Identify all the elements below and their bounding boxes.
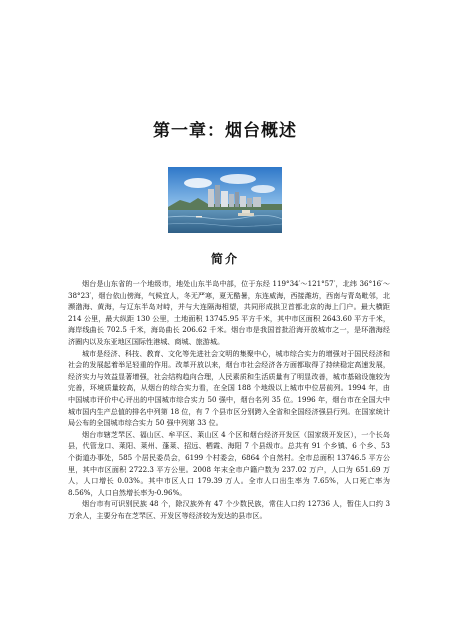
section-title: 简介	[210, 252, 239, 266]
paragraph: 烟台是山东省的一个地级市，地处山东半岛中部，位于东经 119°34′～121°57′，北纬 36°16′～38°23′，烟台依山傍海，气候宜人，冬无严寒，夏无酷暑，东连威海，西接潍坊，西南与青岛毗邻，北濒渤海、黄海，与辽东半岛对峙，并与大连隔海相望，共同形成拱卫首都北京的海上门户。最大横距 214 公里，最大纵距 130 公里，土地面积 13745.95 平方千米，其中市区面积 2643.60 平方千米，海岸线曲长 702.5 千米，海岛曲长 206.62 千米。烟台市是我国首批沿海开放城市之一，是环渤海经济圈内以及东亚地区国际性港城、商城、旅游城。	[68, 279, 390, 346]
chapter-title: 第一章：烟台概述	[153, 121, 297, 141]
paragraph: 城市是经济、科技、教育、文化等先进社会文明的集聚中心，城市综合实力的增强对于国民经济和社会的发展起着举足轻重的作用。改革开放以来，烟台市社会经济各方面都取得了持续稳定高速发展，经济实力与效益显著增强，社会结构趋向合理，人民素质和生活质量有了明显改善，城市基础设施较为完善，环境质量较高，从烟台的综合实力看，在全国 188 个地级以上城市中位居前列。1994 年，由中国城市评价中心评出的中国城市综合实力 50 强中，烟台名列 35 位。1996 年，烟台市在全国大中城市国内生产总值的排名中列第 18 位，有 7 个县市区分别跨入全省和全国经济强县行列。在国家统计局公布的全国城市综合实力 50 强中列第 33 位。	[68, 348, 390, 428]
paragraph: 烟台市有可识别民族 48 个，除汉族外有 47 个少数民族，常住人口约 12736 人，暂住人口约 3 万余人，主要分布在芝罘区、开发区等经济较为发达的县市区。	[68, 499, 390, 520]
body-text	[68, 278, 390, 521]
city-coastline-photo	[168, 167, 282, 233]
paragraph: 烟台市辖芝罘区、福山区、牟平区、莱山区 4 个区和烟台经济开发区（国家级开发区），一个长岛县，代管龙口、莱阳、莱州、蓬莱、招远、栖霞、海阳 7 个县级市。总共有 91 个乡镇、6 个乡、53 个街道办事处，585 个居民委员会，6199 个村委会，6864 个自然村。全市总面积 13746.5 平方公里，其中市区面积 2722.3 平方公里。2008 年末全市户籍户数为 237.02 万户，人口为 651.69 万人，人口增长 0.03%。其中市区人口 179.39 万人。全市人口出生率为 7.65%，人口死亡率为 8.56%，人口自然增长率为-0.96%。	[68, 429, 390, 497]
